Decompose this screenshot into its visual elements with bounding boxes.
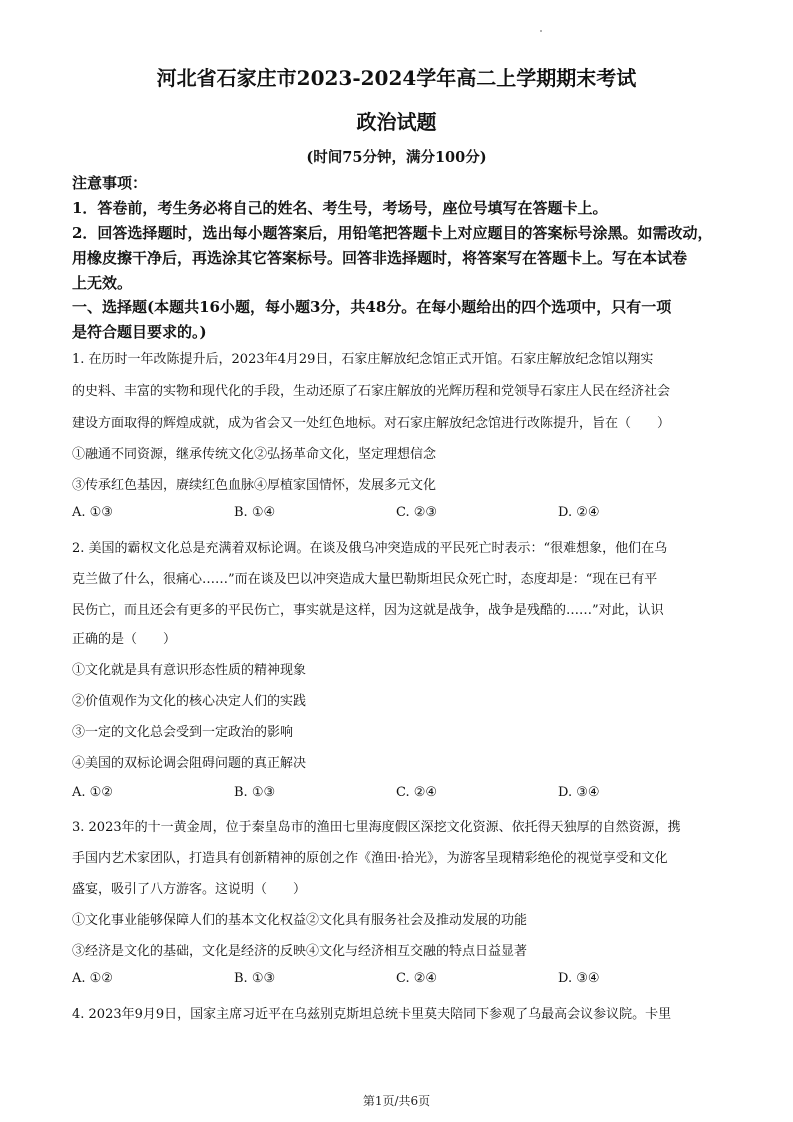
question-3-item: ③经济是文化的基础，文化是经济的反映④文化与经济相互交融的特点日益显著 <box>72 944 528 959</box>
question-2-stem: 正确的是（ ） <box>72 632 177 647</box>
question-3-stem: 盛宴，吸引了八方游客。这说明（ ） <box>72 882 307 897</box>
notes-line: 上无效。 <box>72 274 133 292</box>
option-b: B. ①③ <box>234 971 276 986</box>
option-c: C. ②③ <box>396 505 438 520</box>
notes-line: 用橡皮擦干净后，再选涂其它答案标号。回答非选择题时，将答案写在答题卡上。写在本试卷 <box>72 249 688 267</box>
option-b: B. ①③ <box>234 785 276 800</box>
notes-line: 2．回答选择题时，选出每小题答案后，用铅笔把答题卡上对应题目的答案标号涂黑。如需改动， <box>72 224 713 242</box>
question-4-stem: 4. 2023年9月9日，国家主席习近平在乌兹别克斯坦总统卡里莫夫陪同下参观了乌最高会议参议院。卡里 <box>72 1007 672 1022</box>
question-2-stem: 2. 美国的霸权文化总是充满着双标论调。在谈及俄乌冲突造成的平民死亡时表示：“很难想象，他们在乌 <box>72 541 668 556</box>
question-2-item: ②价值观作为文化的核心决定人们的实践 <box>72 694 307 709</box>
question-3-stem: 手国内艺术家团队，打造具有创新精神的原创之作《渔田·拾光》，为游客呈现精彩绝伦的视觉享受和文化 <box>72 851 668 866</box>
question-2-stem: 克兰做了什么，很痛心……”而在谈及巴以冲突造成大量巴勒斯坦民众死亡时，态度却是：“现在已有平 <box>72 572 658 587</box>
option-d: D. ③④ <box>558 971 600 986</box>
option-a: A. ①③ <box>72 505 113 520</box>
exam-title: 河北省石家庄市2023-2024学年高二上学期期末考试 <box>156 66 637 90</box>
question-2-item: ④美国的双标论调会阻碍问题的真正解决 <box>72 756 307 771</box>
page-footer: 第1页/共6页 <box>362 1094 431 1108</box>
question-2-item: ①文化就是具有意识形态性质的精神现象 <box>72 663 307 678</box>
notes-line: 1．答卷前，考生务必将自己的姓名、考生号，考场号，座位号填写在答题卡上。 <box>72 199 608 217</box>
option-b: B. ①④ <box>234 505 276 520</box>
notes-heading: 注意事项： <box>72 174 148 192</box>
option-c: C. ②④ <box>396 785 438 800</box>
option-d: D. ③④ <box>558 785 600 800</box>
question-1-options <box>72 505 732 525</box>
question-2-options <box>72 785 732 805</box>
section-heading: 一、选择题(本题共16小题，每小题3分，共48分。在每小题给出的四个选项中，只有一项 <box>72 298 672 316</box>
question-3-item: ①文化事业能够保障人们的基本文化权益②文化具有服务社会及推动发展的功能 <box>72 913 528 928</box>
question-1-stem: 建设方面取得的辉煌成就，成为省会又一处红色地标。对石家庄解放纪念馆进行改陈提升，旨在（ ） <box>72 416 671 431</box>
question-1-stem: 的史料、丰富的实物和现代化的手段，生动还原了石家庄解放的光辉历程和党领导石家庄人民在经济社会 <box>72 384 671 399</box>
subject-title: 政治试题 <box>356 110 437 134</box>
question-3-stem: 3. 2023年的十一黄金周，位于秦皇岛市的渔田七里海度假区深挖文化资源、依托得天独厚的自然资源，携 <box>72 820 681 835</box>
scan-speck <box>540 30 542 32</box>
question-3-options <box>72 971 732 991</box>
section-heading: 是符合题目要求的。) <box>72 323 207 341</box>
option-c: C. ②④ <box>396 971 438 986</box>
time-info: (时间75分钟，满分100分) <box>306 149 487 166</box>
question-1-item: ③传承红色基因，赓续红色血脉④厚植家国情怀，发展多元文化 <box>72 478 437 493</box>
option-a: A. ①② <box>72 971 113 986</box>
option-a: A. ①② <box>72 785 113 800</box>
question-2-stem: 民伤亡，而且还会有更多的平民伤亡，事实就是这样，因为这就是战争，战争是残酷的……”对此，认识 <box>72 603 664 618</box>
option-d: D. ②④ <box>558 505 600 520</box>
question-1-item: ①融通不同资源，继承传统文化②弘扬革命文化，坚定理想信念 <box>72 447 437 462</box>
question-1-stem: 1. 在历时一年改陈提升后，2023年4月29日，石家庄解放纪念馆正式开馆。石家庄解放纪念馆以翔实 <box>72 352 654 367</box>
question-2-item: ③一定的文化总会受到一定政治的影响 <box>72 725 294 740</box>
